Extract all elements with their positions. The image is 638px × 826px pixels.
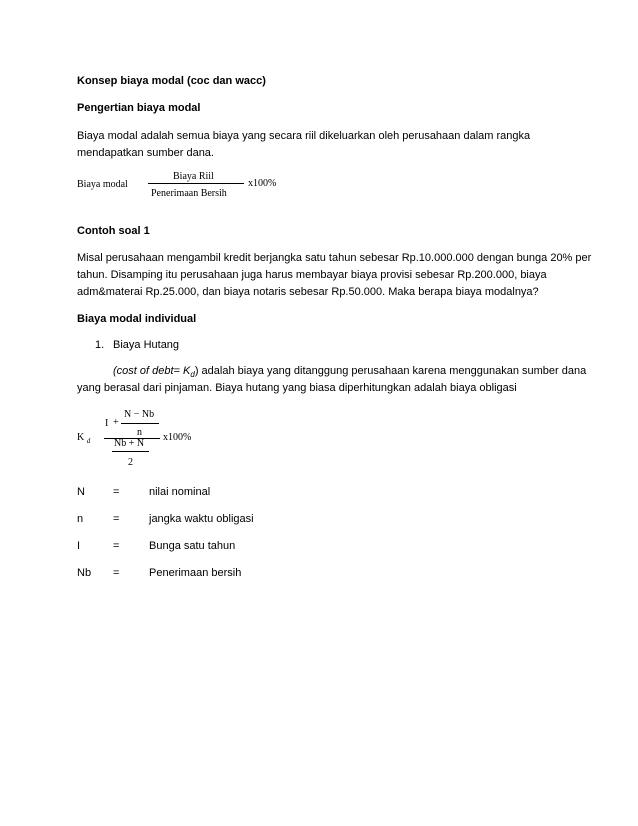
formula2-suffix: x100% xyxy=(163,432,192,443)
list-item-biaya-hutang: Biaya Hutang xyxy=(113,339,180,351)
section-title-pengertian: Pengertian biaya modal xyxy=(77,102,201,114)
cost-of-debt-rest: ) adalah biaya yang ditanggung perusahaan karena menggunakan sumber dana xyxy=(194,365,587,377)
definition-description: Penerimaan bersih xyxy=(149,567,242,579)
section-title-individual: Biaya modal individual xyxy=(77,313,197,325)
document-heading: Konsep biaya modal (coc dan wacc) xyxy=(77,75,266,87)
formula2-inner-numerator: N − Nb xyxy=(124,409,155,420)
individual-paragraph-line2: yang berasal dari pinjaman. Biaya hutang yang biasa diperhitungkan adalah biaya obligasi xyxy=(77,382,517,394)
contoh-line2: tahun. Disamping itu perusahaan juga harus membayar biaya provisi sebesar Rp.200.000, biaya xyxy=(77,269,547,281)
pengertian-paragraph-line1: Biaya modal adalah semua biaya yang secara riil dikeluarkan oleh perusahaan dalam rangka xyxy=(77,130,531,142)
cost-of-debt-subscript: d xyxy=(190,370,195,380)
formula2-inner-bar xyxy=(121,423,159,424)
formula2-top-i: I xyxy=(105,418,109,429)
formula2-lhs-sub: d xyxy=(86,437,91,445)
contoh-line1: Misal perusahaan mengambil kredit berjangka satu tahun sebesar Rp.10.000.000 dengan bunga 20% per xyxy=(77,252,592,264)
individual-paragraph-line1 xyxy=(113,365,586,381)
definition-equals: = xyxy=(113,540,120,552)
definition-symbol: I xyxy=(77,540,81,552)
definition-description: Bunga satu tahun xyxy=(149,540,236,552)
definition-description: jangka waktu obligasi xyxy=(149,513,254,525)
definition-symbol: n xyxy=(77,513,84,525)
formula1-fraction-bar xyxy=(148,183,244,184)
formula1-numerator: Biaya Riil xyxy=(173,171,214,182)
formula2-mid: Nb + N xyxy=(114,438,145,449)
definition-symbol: Nb xyxy=(77,567,92,579)
cost-of-debt-term: (cost of debt= K xyxy=(113,365,191,377)
formula2-inner-denominator: n xyxy=(137,427,142,438)
definition-symbol: N xyxy=(77,486,85,498)
formula2-lhs-main: K xyxy=(77,432,85,443)
definition-equals: = xyxy=(113,486,120,498)
formula2-lhs xyxy=(77,432,90,447)
definition-equals: = xyxy=(113,567,120,579)
definition-equals: = xyxy=(113,513,120,525)
section-title-contoh: Contoh soal 1 xyxy=(77,225,150,237)
formula2-lower-bar xyxy=(112,451,149,452)
definition-description: nilai nominal xyxy=(149,486,211,498)
formula2-top-plus: + xyxy=(113,417,119,428)
contoh-line3: adm&materai Rp.25.000, dan biaya notaris sebesar Rp.50.000. Maka berapa biaya modalnya? xyxy=(77,286,539,298)
pengertian-paragraph-line2: mendapatkan sumber dana. xyxy=(77,147,214,159)
formula1-denominator: Penerimaan Bersih xyxy=(151,188,227,199)
formula1-suffix: x100% xyxy=(248,178,277,189)
list-number: 1. xyxy=(95,339,105,351)
formula1-lhs: Biaya modal xyxy=(77,179,128,190)
formula2-bottom: 2 xyxy=(128,457,133,468)
